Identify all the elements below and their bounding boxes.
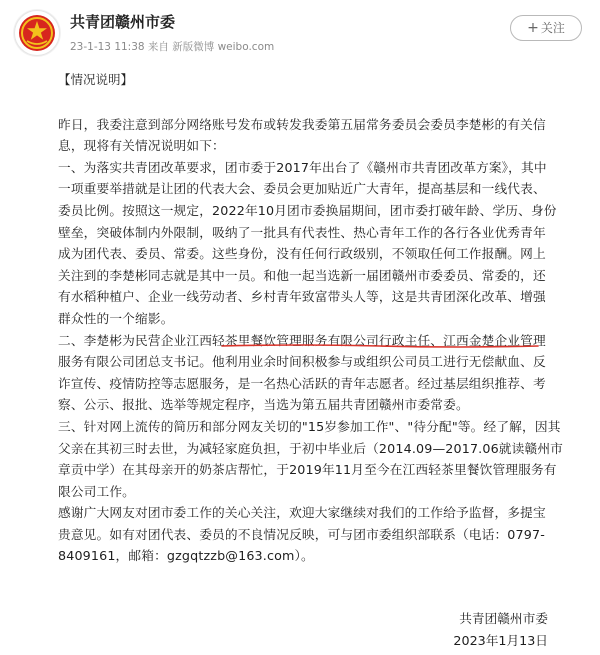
- post-body-line: 8409161，邮箱：gzgqtzzb@163.com）。: [58, 548, 314, 564]
- post-body-line: 成为团代表、委员、常委。这些身份，没有任何行政级别，不领取任何工作报酬。网上: [58, 246, 546, 262]
- account-name[interactable]: 共青团赣州市委: [70, 13, 176, 31]
- post-body-line: 三、针对网上流传的简历和部分网友关切的"15岁参加工作"、"待分配"等。经了解，因其: [58, 418, 561, 434]
- post-body-line: 关注到的李楚彬同志就是其中一员。和他一起当选新一届团赣州市委委员、常委的，还: [58, 267, 546, 283]
- post-body-line: 感谢广大网友对团市委工作的关心关注，欢迎大家继续对我们的工作给予监督，多提宝: [58, 505, 546, 521]
- post-body-line: 息，现将有关情况说明如下：: [58, 138, 225, 154]
- post-body-line: [58, 92, 593, 114]
- post-body-line: 一、为落实共青团改革要求，团市委于2017年出台了《赣州市共青团改革方案》，其中: [58, 159, 547, 175]
- post-body-line: 父亲在其初三时去世，为减轻家庭负担，于初中毕业后（2014.09—2017.06就读赣州市: [58, 440, 563, 456]
- post-body-line: 服务有限公司团总支书记。他利用业余时间积极参与或组织公司员工进行无偿献血、反: [58, 354, 546, 370]
- post-body-line: 一项重要举措就是让团的代表大会、委员会更加贴近广大青年，提高基层和一线代表、: [58, 181, 546, 197]
- post-body-line: 章贡中学）在其母亲开的奶茶店帮忙，于2019年11月至今在江西轻茶里餐饮管理服务有: [58, 462, 557, 478]
- post-body-line: 委员比例。按照这一规定，2022年10月团市委换届期间，团市委打破年龄、学历、身份: [58, 202, 557, 218]
- post-body-line: 贵意见。如有对团代表、委员的不良情况反映，可与团市委组织部联系（电话：0797-: [58, 526, 545, 542]
- post-body-line: 察、公示、报批、选举等规定程序，当选为第五届共青团赣州市委常委。: [58, 397, 469, 413]
- post-body-line: 昨日，我委注意到部分网络账号发布或转发我委第五届常务委员会委员李楚彬的有关信: [58, 116, 546, 132]
- plus-icon: +: [527, 20, 539, 36]
- post-body-line: 群众性的一个缩影。: [58, 310, 174, 326]
- post-body-line: 限公司工作。: [58, 483, 136, 499]
- signature-date: 2023年1月13日: [453, 633, 548, 648]
- red-underline-annotation: [220, 343, 540, 349]
- follow-label: 关注: [540, 21, 565, 35]
- communist-youth-league-emblem-icon: [15, 11, 59, 55]
- signature: [453, 608, 548, 652]
- follow-button[interactable]: [510, 15, 582, 41]
- signature-org: 共青团赣州市委: [459, 611, 548, 626]
- post-body-line: 二、李楚彬为民营企业江西轻茶里餐饮管理服务有限公司行政主任、江西金楚企业管理: [58, 332, 546, 348]
- post-meta: 23-1-13 11:38 来自 新版微博 weibo.com: [70, 41, 275, 53]
- post-title: 【情况说明】: [58, 72, 134, 87]
- avatar[interactable]: [14, 10, 60, 56]
- post-body-line: 诈宣传、疫情防控等志愿服务，是一名热心活跃的青年志愿者。经过基层组织推荐、考: [58, 375, 546, 391]
- post-body-line: 有水稻种植户、企业一线劳动者、乡村青年致富带头人等，这是共青团深化改革、增强: [58, 289, 546, 305]
- post-body: [58, 92, 593, 567]
- post-body-line: 壁垒，突破体制内外限制，吸纳了一批具有代表性、热心青年工作的各行各业优秀青年: [58, 224, 546, 240]
- post-header: [0, 0, 600, 70]
